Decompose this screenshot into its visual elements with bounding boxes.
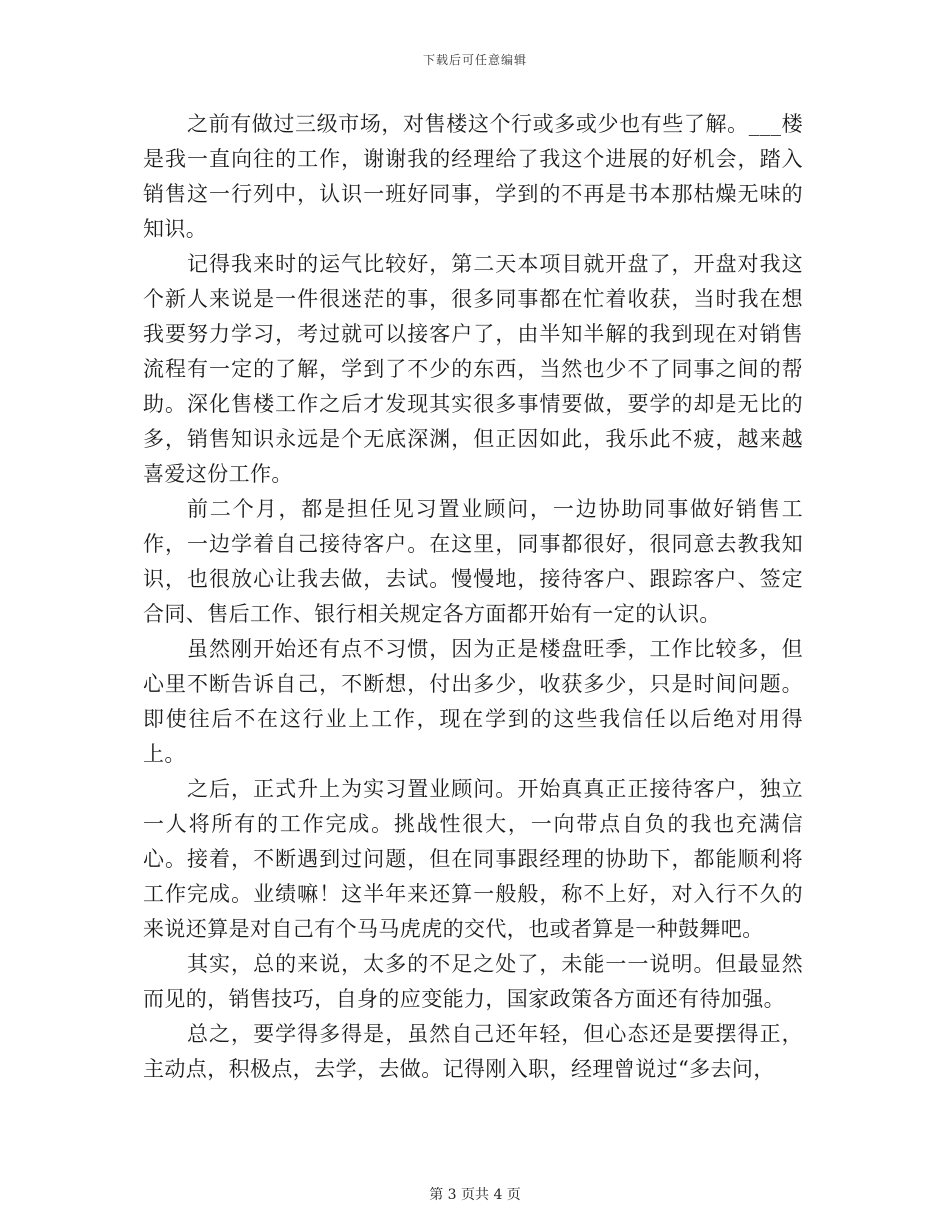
paragraph: 虽然刚开始还有点不习惯，因为正是楼盘旺季，工作比较多，但心里不断告诉自己，不断想，付出多少，收获多少，只是时间问题。即使往后不在这行业上工作，现在学到的这些我信任以后绝对用得上。 <box>143 637 803 766</box>
page-number-footer: 第 3 页共 4 页 <box>429 1187 521 1203</box>
paragraph: 总之，要学得多得是，虽然自己还年轻，但心态还是要摆得正，主动点，积极点，去学，去做。记得刚入职，经理曾说过“多去问， <box>143 1022 803 1081</box>
paragraph: 前二个月，都是担任见习置业顾问，一边协助同事做好销售工作，一边学着自己接待客户。在这里，同事都很好，很同意去教我知识，也很放心让我去做，去试。慢慢地，接待客户、跟踪客户、签定合同、售后工作、银行相关规定各方面都开始有一定的认识。 <box>143 497 803 626</box>
paragraph: 之后，正式升上为实习置业顾问。开始真真正正接待客户，独立一人将所有的工作完成。挑战性很大，一向带点自负的我也充满信心。接着，不断遇到过问题，但在同事跟经理的协助下，都能顺利将工作完成。业绩嘛！这半年来还算一般般，称不上好，对入行不久的来说还算是对自己有个马马虎虎的交代，也或者算是一种鼓舞吧。 <box>143 777 803 941</box>
paragraph: 记得我来时的运气比较好，第二天本项目就开盘了，开盘对我这个新人来说是一件很迷茫的事，很多同事都在忙着收获，当时我在想我要努力学习，考过就可以接客户了，由半知半解的我到现在对销售流程有一定的了解，学到了不少的东西，当然也少不了同事之间的帮助。深化售楼工作之后才发现其实很多事情要做，要学的却是无比的多，销售知识永远是个无底深渊，但正因如此，我乐此不疲，越来越喜爱这份工作。 <box>143 252 803 486</box>
document-body <box>143 107 803 1087</box>
page-header: 下载后可任意编辑 <box>422 53 527 67</box>
paragraph: 其实，总的来说，太多的不足之处了，未能一一说明。但最显然而见的，销售技巧，自身的应变能力，国家政策各方面还有待加强。 <box>143 952 803 1011</box>
paragraph: 之前有做过三级市场，对售楼这个行或多或少也有些了解。___楼是我一直向往的工作，谢谢我的经理给了我这个进展的好机会，踏入销售这一行列中，认识一班好同事，学到的不再是书本那枯燥无味的知识。 <box>143 112 803 241</box>
